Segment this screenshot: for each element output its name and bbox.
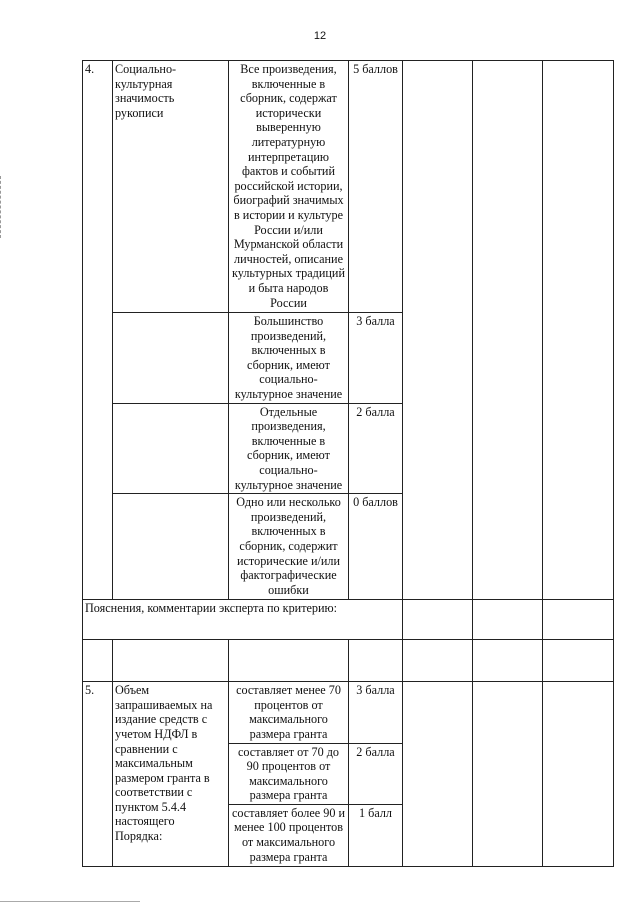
level-score: 0 баллов bbox=[349, 494, 403, 600]
criterion-number: 4. bbox=[83, 61, 113, 600]
empty-cell bbox=[83, 640, 113, 682]
empty-cell bbox=[113, 403, 229, 494]
level-description: составляет более 90 и менее 100 процентов от максимального размера гранта bbox=[229, 804, 349, 866]
level-score: 5 баллов bbox=[349, 61, 403, 313]
empty-cell bbox=[543, 640, 614, 682]
table-row bbox=[83, 640, 614, 682]
level-score: 1 балл bbox=[349, 804, 403, 866]
level-score: 3 балла bbox=[349, 313, 403, 404]
table-row bbox=[83, 61, 614, 313]
criterion-number: 5. bbox=[83, 682, 113, 867]
level-description: составляет от 70 до 90 процентов от максимального размера гранта bbox=[229, 743, 349, 804]
empty-cell bbox=[113, 313, 229, 404]
empty-cell bbox=[403, 640, 473, 682]
level-score: 2 балла bbox=[349, 743, 403, 804]
empty-cell bbox=[403, 600, 473, 640]
criteria-table bbox=[82, 60, 614, 867]
level-description: Все произведения, включенные в сборник, содержат исторически выверенную литературную интерпретацию фактов и событий российской истории, биографий значимых в истории и культуре России и/или Мурманской области личностей, описание культурных традиций и быта народов России bbox=[229, 61, 349, 313]
expert-comment-label: Пояснения, комментарии эксперта по критерию: bbox=[83, 600, 403, 640]
empty-cell bbox=[229, 640, 349, 682]
criterion-name: Объем запрашиваемых на издание средств с учетом НДФЛ в сравнении с максимальным размером гранта в соответствии с пунктом 5.4.4 настоящего Порядка: bbox=[113, 682, 229, 867]
empty-cell bbox=[403, 61, 473, 600]
empty-cell bbox=[473, 682, 543, 867]
level-score: 2 балла bbox=[349, 403, 403, 494]
empty-cell bbox=[113, 494, 229, 600]
comment-row bbox=[83, 600, 614, 640]
footer-rule bbox=[0, 901, 140, 902]
empty-cell bbox=[543, 682, 614, 867]
level-description: Большинство произведений, включенных в сборник, имеют социально- культурное значение bbox=[229, 313, 349, 404]
scan-edge-mark bbox=[0, 176, 3, 238]
empty-cell bbox=[473, 600, 543, 640]
empty-cell bbox=[543, 600, 614, 640]
page-number: 12 bbox=[313, 30, 327, 42]
empty-cell bbox=[403, 682, 473, 867]
empty-cell bbox=[349, 640, 403, 682]
table-row bbox=[83, 682, 614, 743]
empty-cell bbox=[113, 640, 229, 682]
empty-cell bbox=[473, 61, 543, 600]
level-description: Отдельные произведения, включенные в сборник, имеют социально- культурное значение bbox=[229, 403, 349, 494]
empty-cell bbox=[543, 61, 614, 600]
level-description: составляет менее 70 процентов от максимального размера гранта bbox=[229, 682, 349, 743]
level-description: Одно или несколько произведений, включенных в сборник, содержит исторические и/или фактографические ошибки bbox=[229, 494, 349, 600]
criterion-name: Социально- культурная значимость рукописи bbox=[113, 61, 229, 313]
empty-cell bbox=[473, 640, 543, 682]
level-score: 3 балла bbox=[349, 682, 403, 743]
